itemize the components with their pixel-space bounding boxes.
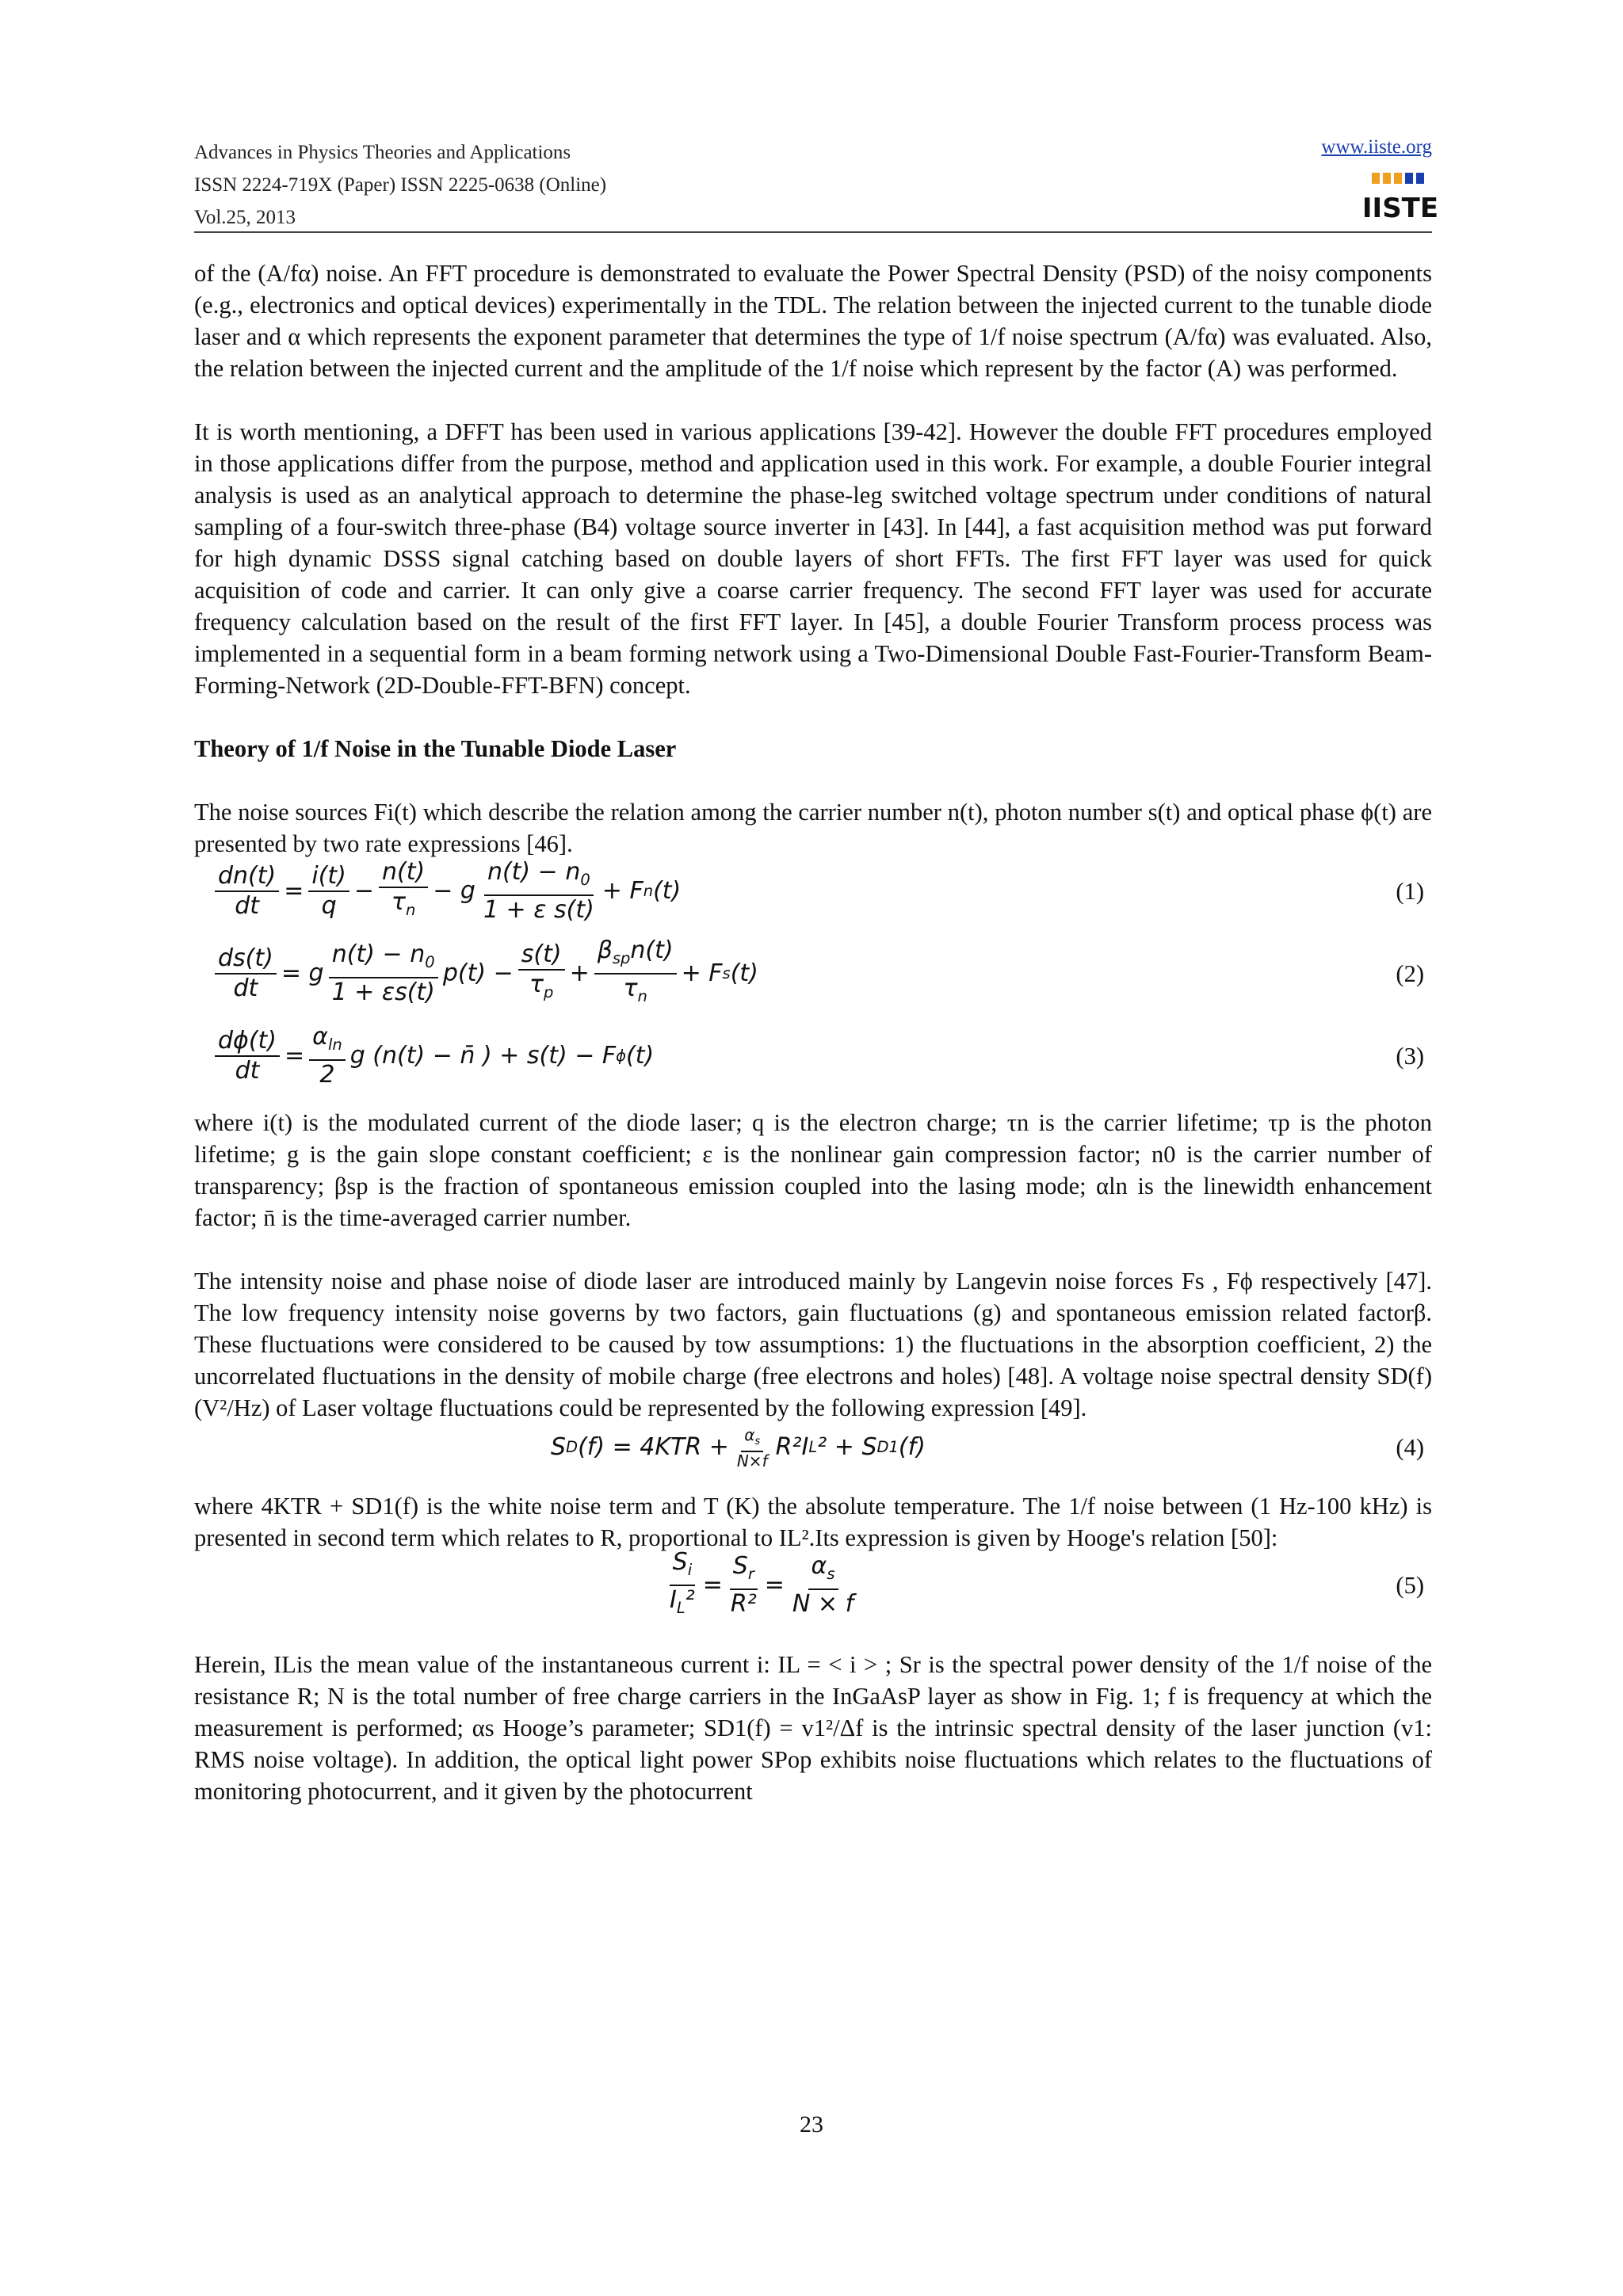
equation-number: (5)	[1396, 1572, 1424, 1599]
paragraph-intro: of the (A/fα) noise. An FFT procedure is demonstrated to evaluate the Power Spectral Density (PSD) of the noisy components (e.g., electronics and optical devices) experimentally in the TDL. The relation between the injected current to the tunable diode laser and α which represents the exponent parameter that determines the type of 1/f noise spectrum (A/fα) was evaluated. Also, the relation between the injected current and the amplitude of the 1/f noise which represent by the factor (A) was performed.	[194, 260, 1432, 382]
equation-number: (2)	[1396, 960, 1424, 987]
equation-5: $\frac{S_i}{I_L^2}$ = $\frac{S_r}{\text{R²}}$ = $\frac{\alpha_s}{N \times f}$ (5)	[670, 1548, 1424, 1618]
journal-header	[194, 136, 606, 234]
journal-issn: ISSN 2224-719X (Paper) ISSN 2225-0638 (Online)	[194, 174, 607, 196]
page-body	[194, 257, 1432, 1839]
paragraph-dfft: It is worth mentioning, a DFFT has been used in various applications [39-42]. However the double FFT procedures employed in those applications differ from the purpose, method and application used in this work. For example, a double Fourier integral analysis is used as an analytical approach to determine the phase-leg switched voltage spectrum under conditions of natural sampling of a four-switch three-phase (B4) voltage source inverter in [43]. In [44], a fast acquisition method was put forward for high dynamic DSSS signal catching based on double layers of short FFTs. The first FFT layer was used for quick acquisition of code and carrier. It can only give a coarse carrier frequency. The second FFT layer was used for accurate frequency calculation based on the result of the first FFT layer. In [45], a double Fourier Transform process process was implemented in a sequential form in a beam forming network using a Two-Dimensional Double Fast-Fourier-Transform Beam-Forming-Network (2D-Double-FFT-BFN) concept.	[194, 418, 1432, 699]
paragraph-white-noise: where 4KTR + SD1(f) is the white noise term and T (K) the absolute temperature. The 1/f noise between (1 Hz-100 kHz) is presented in second term which relates to R, proportional to IL².Its expression is given by Hooge's relation [50]:	[194, 1493, 1432, 1551]
section-heading: Theory of 1/f Noise in the Tunable Diode Laser	[194, 735, 677, 762]
journal-volume: Vol.25, 2013	[194, 207, 296, 228]
equation-4: S D (f) = 4KTR + $\frac{\alpha_s}{N\times f}$ R²I L ² + S D1 (f) (4)	[551, 1425, 1424, 1470]
iiste-logo-icon	[1361, 173, 1439, 224]
page-number: 23	[800, 2111, 823, 2138]
equation-1: $\frac{dn(t)}{dt}$ = $\frac{i(t)}{q}$ − $\frac{n(t)}{\tau_n}$ − g $\frac{n(t) - n_0}{\text{1 + ε s(t)}}$ + F n (t) (1)	[194, 860, 1432, 923]
equation-2: $\frac{ds(t)}{dt}$ = g $\frac{n(t) - n_0}{1 + \varepsilon s(t)}$ p(t) − $\frac{s(t)}{\tau_p}$ + $\frac{\beta_{sp}n(t)}{\tau_n}$ + F s (t) (2)	[194, 942, 1432, 1005]
journal-name: Advances in Physics Theories and Applications	[194, 142, 571, 163]
paragraph-hooge: Herein, ILis the mean value of the instantaneous current i: IL = < i > ; Sr is the spectral power density of the 1/f noise of the resistance R; N is the total number of free charge carriers in the InGaAsP layer as show in Fig. 1; f is frequency at which the measurement is performed; αs Hooge’s parameter; SD1(f) = v1²/Δf is the intrinsic spectral density of the laser junction (v1: RMS noise voltage). In addition, the optical light power SPop exhibits noise fluctuations which relates to the fluctuations of monitoring photocurrent, and it given by the photocurrent	[194, 1651, 1432, 1805]
svg-text:IISTE: IISTE	[1361, 193, 1439, 224]
paragraph-intensity-noise: The intensity noise and phase noise of diode laser are introduced mainly by Langevin noise forces Fs , Fϕ respectively [47]. The low frequency intensity noise governs by two factors, gain fluctuations (g) and spontaneous emission related factorβ. These fluctuations were considered to be caused by tow assumptions: 1) the fluctuations in the absorption coefficient, 2) the uncorrelated fluctuations in the density of mobile charge (free electrons and holes) [48]. A voltage noise spectral density SD(f) (V²/Hz) of Laser voltage fluctuations could be represented by the following expression [49].	[194, 1268, 1432, 1421]
equation-number: (4)	[1396, 1434, 1424, 1461]
equation-3: $\frac{d\phi(t)}{dt}$ = $\frac{\alpha_{ln}}{2}$ g (n(t) − n̄ ) + s(t) − F ϕ (t) (3)	[194, 1024, 1432, 1088]
paragraph-definitions: where i(t) is the modulated current of the diode laser; q is the electron charge; τn is the carrier lifetime; τp is the photon lifetime; g is the gain slope constant coefficient; ε is the nonlinear gain compression factor; n0 is the carrier number of transparency; βsp is the fraction of spontaneous emission coupled into the lasing mode; αln is the linewidth enhancement factor; n̄ is the time-averaged carrier number.	[194, 1109, 1432, 1231]
header-divider	[194, 231, 1432, 233]
equation-number: (1)	[1396, 878, 1424, 905]
paragraph-noise-sources: The noise sources Fi(t) which describe the relation among the carrier number n(t), photon number s(t) and optical phase ϕ(t) are presented by two rate expressions [46].	[194, 799, 1432, 857]
website-link[interactable]: www.iiste.org	[1321, 136, 1432, 158]
equation-number: (3)	[1396, 1043, 1424, 1070]
